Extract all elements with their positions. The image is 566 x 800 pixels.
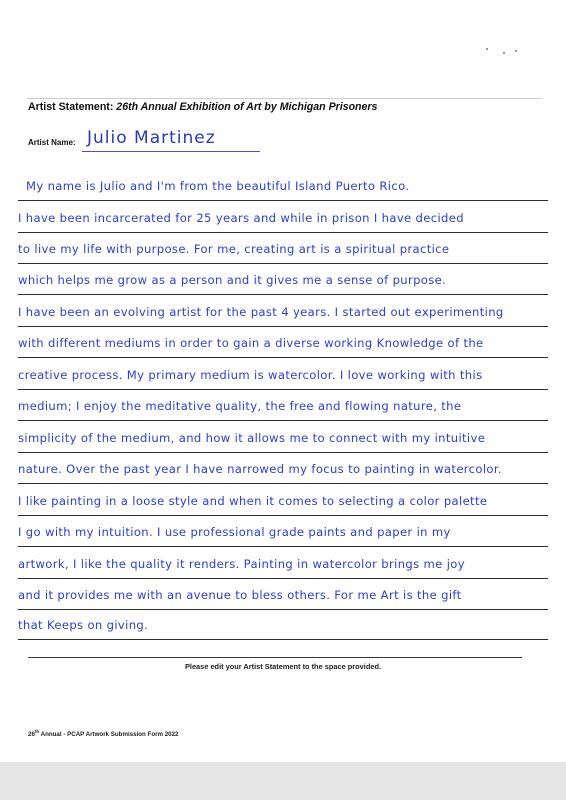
statement-line: My name is Julio and I'm from the beautiful Island Puerto Rico.	[18, 174, 548, 201]
artist-name-label: Artist Name:	[28, 138, 76, 147]
statement-line: nature. Over the past year I have narrowed my focus to painting in watercolor.	[18, 457, 548, 484]
statement-line: simplicity of the medium, and how it allows me to connect with my intuitive	[18, 426, 548, 453]
blank-rule	[28, 657, 522, 658]
statement-line: creative process. My primary medium is watercolor. I love working with this	[18, 363, 548, 390]
statement-line: with different mediums in order to gain a diverse working Knowledge of the	[18, 331, 548, 358]
statement-line: that Keeps on giving.	[18, 613, 548, 640]
statement-line: and it provides me with an avenue to bless others. For me Art is the gift	[18, 583, 548, 610]
form-footer: 26th Annual - PCAP Artwork Submission Form 2022	[28, 729, 179, 739]
artist-name-value: Julio Martinez	[87, 128, 216, 148]
statement-line: I have been incarcerated for 25 years and while in prison I have decided	[18, 206, 548, 233]
statement-line: artwork, I like the quality it renders. Painting in watercolor brings me joy	[18, 552, 548, 579]
scan-margin	[0, 762, 566, 800]
statement-line: I like painting in a loose style and when it comes to selecting a color palette	[18, 489, 548, 516]
form-title-prefix: Artist Statement:	[28, 101, 117, 113]
edit-instruction: Please edit your Artist Statement to the space provided.	[184, 662, 382, 671]
statement-line: medium; I enjoy the meditative quality, the free and flowing nature, the	[18, 394, 548, 421]
statement-line: I have been an evolving artist for the past 4 years. I started out experimenting	[18, 300, 548, 327]
statement-line: I go with my intuition. I use professional grade paints and paper in my	[18, 520, 548, 547]
statement-line: to live my life with purpose. For me, creating art is a spiritual practice	[18, 237, 548, 264]
form-title-exhibition: 26th Annual Exhibition of Art by Michigan Prisoners	[116, 101, 378, 113]
statement-line: which helps me grow as a person and it gives me a sense of purpose.	[18, 268, 548, 295]
